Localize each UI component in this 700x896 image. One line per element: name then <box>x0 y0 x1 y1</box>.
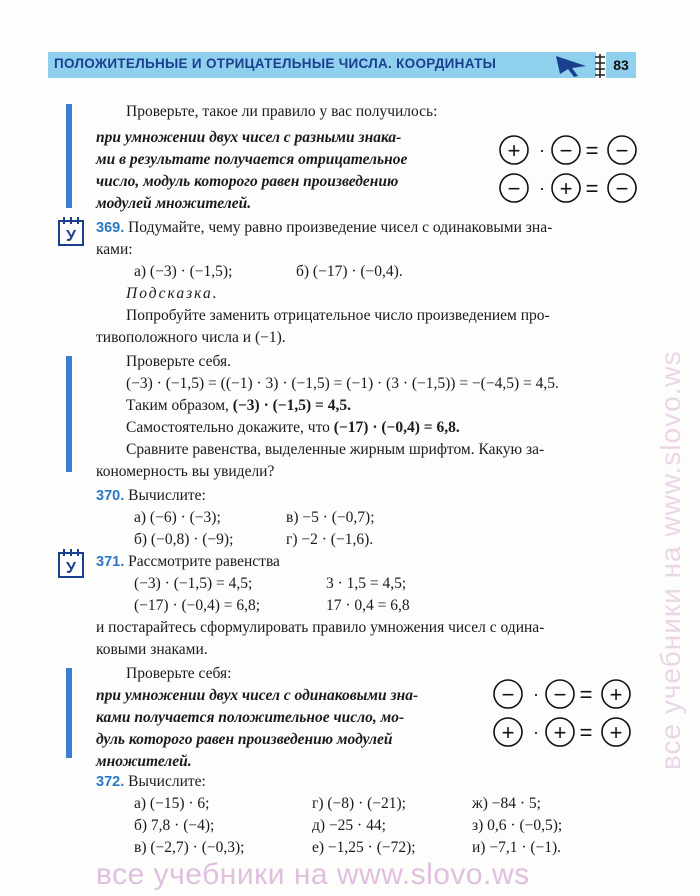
check1-prove <box>126 419 460 437</box>
sign-eq: = <box>579 720 593 745</box>
ex371-title-line <box>96 553 280 571</box>
ex371-title: Рассмотрите равенства <box>128 553 280 570</box>
exercise-number: 371. <box>96 554 125 570</box>
sign-eq: = <box>585 138 599 163</box>
ex371-eq: (−17) · (−0,4) = 6,8; <box>134 597 261 614</box>
spiral-icon <box>594 54 606 78</box>
sign-op: · <box>539 178 545 198</box>
ex371-eq: 3 · 1,5 = 4,5; <box>326 575 407 592</box>
sign-r: − <box>615 138 629 163</box>
exercise-number: 369. <box>96 220 125 236</box>
svg-text:У: У <box>66 560 76 577</box>
sign-op: · <box>533 722 539 742</box>
sign-b: − <box>559 138 573 163</box>
rule1-lead: Проверьте, такое ли правило у вас получилось: <box>126 103 438 120</box>
exercise-number: 370. <box>96 488 125 504</box>
sign-rule-diagram-1 <box>496 132 644 208</box>
sign-b: + <box>553 720 567 745</box>
exercise-number: 372. <box>96 774 125 790</box>
sign-r: + <box>609 720 623 745</box>
prove-prefix: Самостоятельно докажите, что <box>126 419 334 436</box>
rule1-line: при умножении двух чисел с разными знака- <box>96 129 402 146</box>
ex370-item: в) −5 · (−0,7); <box>286 509 375 526</box>
prove-bold: (−17) · (−0,4) = 6,8. <box>333 419 460 436</box>
check1-equation: (−3) · (−1,5) = ((−1) · 3) · (−1,5) = (−1) · (3 · (−1,5)) = −(−4,5) = 4,5. <box>126 375 559 392</box>
sign-b: + <box>559 176 573 201</box>
page-number-box <box>606 52 636 78</box>
sign-b: − <box>553 682 567 707</box>
header-arrow-icon <box>548 52 596 78</box>
watermark-horizontal: все учебники на www.slovo.ws <box>96 858 530 891</box>
ex370-title: Вычислите: <box>128 487 206 504</box>
header-bar <box>48 52 596 78</box>
ex372-item: в) (−2,7) · (−0,3); <box>134 839 245 856</box>
header-title: ПОЛОЖИТЕЛЬНЫЕ И ОТРИЦАТЕЛЬНЫЕ ЧИСЛА. КООРДИНАТЫ <box>54 56 497 71</box>
sign-op: · <box>539 140 545 160</box>
ex369-item-a: а) (−3) · (−1,5); <box>134 263 233 280</box>
ex372-item: г) (−8) · (−21); <box>312 795 406 812</box>
ex372-item: а) (−15) · 6; <box>134 795 210 812</box>
hint-line2: тивоположного числа и (−1). <box>96 329 286 346</box>
sign-r: + <box>609 682 623 707</box>
rule2-line: дуль которого равен произведению модулей <box>96 731 393 748</box>
watermark-vertical: все учебники на www.slovo.ws <box>655 350 686 770</box>
ex372-item: д) −25 · 44; <box>312 817 386 834</box>
check1-lead: Проверьте себя. <box>126 353 232 370</box>
ex370-item: б) (−0,8) · (−9); <box>134 531 234 548</box>
rule-bar-2 <box>66 356 72 472</box>
sign-eq: = <box>579 682 593 707</box>
hint-label: Подсказка. <box>126 285 219 302</box>
ex369-item-b: б) (−17) · (−0,4). <box>296 263 403 280</box>
svg-text:У: У <box>66 228 76 245</box>
rule1-line: ми в результате получается отрицательное <box>96 151 408 168</box>
sign-a: + <box>507 138 521 163</box>
sign-eq: = <box>585 176 599 201</box>
check1-thus <box>126 397 351 415</box>
notebook-u-icon <box>58 216 84 246</box>
hint-line1: Попробуйте заменить отрицательное число произведением про- <box>126 307 550 324</box>
ex371-eq: (−3) · (−1,5) = 4,5; <box>134 575 253 592</box>
thus-prefix: Таким образом, <box>126 397 233 414</box>
sign-rule-diagram-2 <box>490 676 638 752</box>
ex369-line2: ками: <box>96 241 133 258</box>
notebook-u-icon <box>58 548 84 578</box>
check1-compare-line2: кономерность вы увидели? <box>96 463 275 480</box>
ex370-item: г) −2 · (−1,6). <box>286 531 374 548</box>
sign-r: − <box>615 176 629 201</box>
ex372-item: ж) −84 · 5; <box>472 795 541 812</box>
ex371-line2: ковыми знаками. <box>96 641 208 658</box>
rule2-line: при умножении двух чисел с одинаковыми зна- <box>96 687 419 704</box>
ex371-eq: 17 · 0,4 = 6,8 <box>326 597 410 614</box>
ex371-line1: и постарайтесь сформулировать правило умножения чисел с одина- <box>96 619 545 636</box>
sign-a: − <box>501 682 515 707</box>
ex372-item: е) −1,25 · (−72); <box>312 839 416 856</box>
sign-op: · <box>533 684 539 704</box>
rule-bar-1 <box>66 104 72 208</box>
page-number: 83 <box>613 57 629 73</box>
ex372-item: и) −7,1 · (−1). <box>472 839 562 856</box>
rule1-line: число, модуль которого равен произведению <box>96 173 399 190</box>
ex372-item: з) 0,6 · (−0,5); <box>472 817 563 834</box>
rule2-line: ками получается положительное число, мо- <box>96 709 405 726</box>
page-header <box>48 52 636 78</box>
rule1-line: модулей множителей. <box>96 195 252 212</box>
ex372-item: б) 7,8 · (−4); <box>134 817 215 834</box>
ex372-title: Вычислите: <box>128 773 206 790</box>
ex372-title-line <box>96 773 206 791</box>
ex369-text <box>96 219 552 237</box>
rule2-line: множителей. <box>96 753 192 770</box>
sign-a: + <box>501 720 515 745</box>
ex370-item: а) (−6) · (−3); <box>134 509 221 526</box>
rule2-lead: Проверьте себя: <box>126 665 232 682</box>
check1-compare-line1: Сравните равенства, выделенные жирным шрифтом. Какую за- <box>126 441 545 458</box>
ex370-title-line <box>96 487 206 505</box>
sign-a: − <box>507 176 521 201</box>
ex369-line1: Подумайте, чему равно произведение чисел с одинаковыми зна- <box>128 219 553 236</box>
thus-bold: (−3) · (−1,5) = 4,5. <box>232 397 351 414</box>
rule-bar-3 <box>66 668 72 758</box>
